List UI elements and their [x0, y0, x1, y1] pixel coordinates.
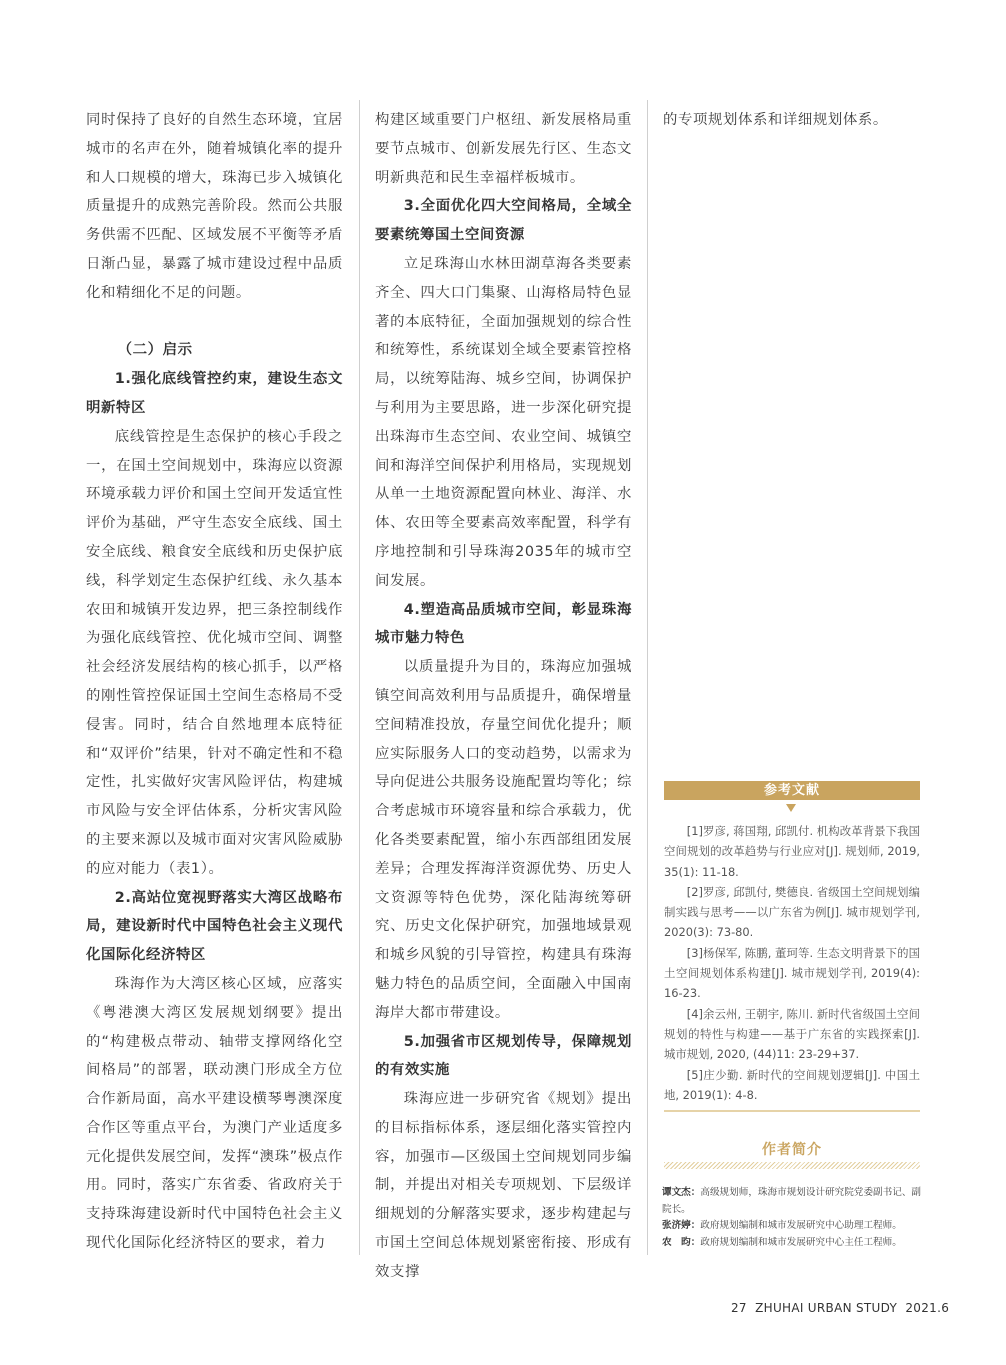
author-name: 农 昀： [662, 1236, 701, 1248]
author-name: 张济婷： [662, 1220, 701, 1231]
column-2 [375, 106, 632, 1287]
section-heading: （二）启示 [117, 342, 193, 359]
authors-heading: 作者简介 [762, 1142, 822, 1158]
divider [664, 1110, 920, 1112]
paragraph: 同时保持了良好的自然生态环境，宜居城市的名声在外，随着城镇化率的提升和人口规模的增大，珠海已步入城镇化质量提升的成熟完善阶段。然而公共服务供需不匹配、区域发展不平衡等矛盾日渐凸显，暴露了城市建设过程中品质化和精细化不足的问题。 [86, 112, 343, 301]
paragraph: 珠海应进一步研究省《规划》提出的目标指标体系，逐层细化落实管控内容，加强市—区级国土空间规划同步编制，并提出对相关专项规划、下层级详细规划的分解落实要求，逐步构建起与市国土空间总体规划紧密衔接、形成有效支撑 [375, 1091, 632, 1280]
hatch-divider [664, 1162, 920, 1169]
author-item [662, 1235, 922, 1252]
subheading: 1.强化底线管控约束，建设生态文明新特区 [86, 371, 343, 416]
column-divider [359, 100, 360, 1255]
page-footer: 27 ZHUHAI URBAN STUDY 2021.6 [731, 1301, 950, 1315]
triangle-down-icon [786, 804, 796, 812]
paragraph: 底线管控是生态保护的核心手段之一，在国土空间规划中，珠海应以资源环境承载力评价和国土空间开发适宜性评价为基础，严守生态安全底线、国土安全底线、粮食安全底线和历史保护底线，科学划定生态保护红线、永久基本农田和城镇开发边界，把三条控制线作为强化底线管控、优化城市空间、调整社会经济发展结构的核心抓手，以严格的刚性管控保证国土空间生态格局不受侵害。同时，结合自然地理本底特征和“双评价”结果，针对不确定性和不稳定性，扎实做好灾害风险评估，构建城市风险与安全评估体系，分析灾害风险的主要来源以及城市面对灾害风险威胁的应对能力（表1）。 [86, 428, 343, 877]
author-desc: 政府规划编制和城市发展研究中心主任工程师。 [700, 1236, 902, 1248]
subheading: 3.全面优化四大空间格局，全域全要素统筹国土空间资源 [375, 198, 632, 244]
reference-item: [2]罗彦, 邱凯付, 樊德良. 省级国土空间规划编制实践与思考——以广东省为例[J]. 城市规划学刊, 2020(3): 73-80. [664, 884, 920, 940]
column-3 [663, 106, 920, 135]
subheading: 4.塑造高品质城市空间，彰显珠海城市魅力特色 [375, 601, 632, 647]
references-list [664, 821, 920, 1105]
paragraph: 以质量提升为目的，珠海应加强城镇空间高效利用与品质提升，确保增量空间精准投放，存量空间优化提升；顺应实际服务人口的变动趋势，以需求为导向促进公共服务设施配置均等化；综合考虑城市环境容量和综合承载力，优化各类要素配置，缩小东西部组团发展差异；合理发挥海洋资源优势、历史人文资源等特色优势，深化陆海统筹研究、历史文化保护研究，加强地域景观和城乡风貌的引导管控，构建具有珠海魅力特色的品质空间，全面融入中国南海岸大都市带建设。 [375, 659, 632, 1021]
subheading: 2.高站位宽视野落实大湾区战略布局，建设新时代中国特色社会主义现代化国际化经济特区 [86, 889, 343, 964]
paragraph: 的专项规划体系和详细规划体系。 [663, 112, 888, 128]
subheading: 5.加强省市区规划传导，保障规划的有效实施 [375, 1033, 632, 1079]
reference-item: [4]余云州, 王朝宇, 陈川. 新时代省级国土空间规划的特性与构建——基于广东省的实践探索[J]. 城市规划, 2020, (44)11: 23-29+37. [664, 1006, 920, 1062]
reference-item: [1]罗彦, 蒋国翔, 邱凯付. 机构改革背景下我国空间规划的改革趋势与行业应对[J]. 规划师, 2019, 35(1): 11-18. [664, 824, 920, 879]
column-1 [86, 106, 343, 1258]
paragraph: 珠海作为大湾区核心区域，应落实《粤港澳大湾区发展规划纲要》提出的“构建极点带动、轴带支撑网络化空间格局”的部署，联动澳门形成全方位合作新局面，高水平建设横琴粤澳深度合作区等重点平台，为澳门产业适度多元化提供发展空间，发挥“澳珠”极点作用。同时，落实广东省委、省政府关于支持珠海建设新时代中国特色社会主义现代化国际化经济特区的要求，着力 [86, 975, 343, 1252]
authors-list [662, 1185, 922, 1251]
author-item [662, 1218, 922, 1235]
author-desc: 政府规划编制和城市发展研究中心助理工程师。 [700, 1220, 902, 1231]
paragraph: 构建区域重要门户枢纽、新发展格局重要节点城市、创新发展先行区、生态文明新典范和民生幸福样板城市。 [375, 112, 632, 186]
references-heading: 参考文献 [664, 781, 920, 800]
column-divider [647, 100, 648, 1255]
author-name: 谭文杰： [662, 1187, 701, 1198]
paragraph: 立足珠海山水林田湖草海各类要素齐全、四大口门集聚、山海格局特色显著的本底特征，全面加强规划的综合性和统筹性，系统谋划全域全要素管控格局，以统筹陆海、城乡空间，协调保护与利用为主要思路，进一步深化研究提出珠海市生态空间、农业空间、城镇空间和海洋空间保护利用格局，实现规划从单一土地资源配置向林业、海洋、水体、农田等全要素高效率配置，科学有序地控制和引导珠海2035年的城市空间发展。 [375, 255, 632, 589]
reference-item: [3]杨保军, 陈鹏, 董珂等. 生态文明背景下的国土空间规划体系构建[J]. 城市规划学刊, 2019(4): 16-23. [664, 945, 920, 1001]
author-item [662, 1185, 922, 1218]
author-desc: 高级规划师，珠海市规划设计研究院党委副书记、副院长。 [662, 1187, 922, 1215]
reference-item: [5]庄少勤. 新时代的空间规划逻辑[J]. 中国土地, 2019(1): 4-8. [664, 1067, 920, 1102]
